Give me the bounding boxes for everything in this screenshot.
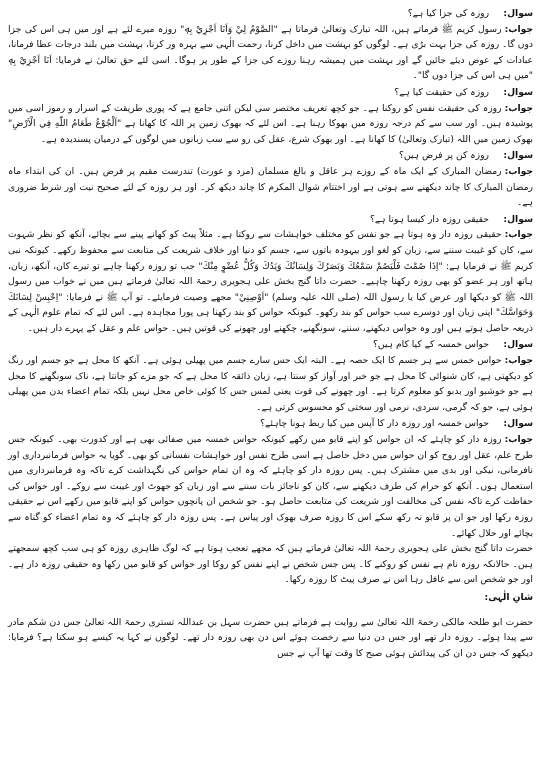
answer-text: روزہ دار کو چاہئے کہ ان حواس کو اپنے قابو میں رکھے کیونکہ حواس خمسہ میں صفائی بھی ہے اور کدورت بھی۔ کیونکہ جس طرح علم، عقل اور روح کو ان حواس میں دخل حاصل ہے اسی طرح نفس اور خواہشات نفسانی کو بھی۔ گویا یہ حواس فرمانبرداری اور نافرمانی، نیکی اور بدی میں مشترک ہیں۔ پس روزہ دار کو چاہئے کہ وہ ان تمام حواس کی نگہداشت کرے تاکہ وہ فرمانبرداری میں استعمال ہوں۔ آنکھ کو حرام کی طرف دیکھنے سے، کان کو ناجائز بات سننے سے اور زبان کو جھوٹ اور غیبت سے روکے۔ اور حواس کی حفاظت کرے تاکہ نفس کی مخالفت اور شریعت کی متابعت حاصل ہو۔ جو شخص ان پانچوں حواس کو اپنے قابو میں رکھے اس نے حقیقی روزہ رکھا اور جو ان پر قابو نہ رکھ سکے اس کا روزہ صرف بھوک اور پیاس ہے۔ پس روزہ دار کو چاہئے کہ وہ تمام اعضاء کو گناہ سے بچائے اور حلال کھائے۔ <box>8 434 533 539</box>
qa-section-5 <box>8 337 533 415</box>
answer-label: جواب: <box>504 434 533 446</box>
answer-label: جواب: <box>504 23 533 35</box>
answer-label: جواب: <box>504 102 533 114</box>
qa-section-4 <box>8 212 533 337</box>
qa-section-6 <box>8 416 533 588</box>
question-line <box>8 212 533 228</box>
question-line <box>8 85 533 101</box>
answer-continuation <box>8 541 533 588</box>
closing-paragraph: حضرت ابو طلحہ مالکی رحمۃ اللہ تعالیٰ سے روایت ہے فرماتے ہیں حضرت سہل بن عبداللہ تستری رحمۃ اللہ تعالیٰ جس دن شکم مادر سے پیدا ہوئے۔ روزہ دار تھے اور جس دن دنیا سے رخصت ہوئے اس دن بھی روزہ دار تھے۔ لوگوں نے کہا یہ کیسے ہو سکتا ہے؟ فرمایا: دیکھو کہ جس دن ان کی پیدائش ہوئی صبح کا وقت تھا آپ نے جس <box>8 616 533 659</box>
question-line <box>8 148 533 164</box>
qa-section-3 <box>8 148 533 210</box>
answer-label: جواب: <box>504 355 533 367</box>
answer-text: حضرت داتا گنج بخش علی ہجویری رحمۃ اللہ تعالیٰ فرماتے ہیں کہ مجھے تعجب ہوتا ہے کہ لوگ ظاہری روزہ کو ہی سب کچھ سمجھتے ہیں۔ حالانکہ روزہ نام ہے نفس کو روکنے کا۔ پس جس شخص نے اپنے نفس کو روکا اور حواس کو قابو میں رکھا وہ حقیقی روزہ دار ہے۔ اور جو شخص اس سے غافل رہا اس نے صرف پیٹ کا روزہ رکھا۔ <box>8 543 533 586</box>
answer-label: جواب: <box>504 229 533 241</box>
question-text: روزہ کی حقیقت کیا ہے؟ <box>394 86 489 98</box>
answer-text: رسول کریم ﷺ فرماتے ہیں، اللہ تبارک وتعالیٰ فرماتا ہے "الصَّوْمُ لِيْ وَاَنَا اَجْزِيْ بِهٖ" روزہ میرے لئے ہے اور میں ہی اس کی جزا دوں گا۔ روزہ کی جزا بہت بڑی ہے۔ لوگوں کو بہشت میں داخل کرنا، رحمت الٰہی سے بہرہ ور کرنا، بہشت میں بلند درجات عطا فرمانا، عبادات کے عوض دیئے جائیں گے اور بہشت میں ہمیشہ رہنا روزے کی جزا کے طور پر ہوگا۔ اسی لئے حق تعالیٰ نے فرمایا: اَنَا اَجْزِيْ بِهٖ "میں ہی اس کی جزا دوں گا"۔ <box>8 23 533 82</box>
answer-paragraph <box>8 353 533 415</box>
question-label: سوال: <box>503 8 533 19</box>
question-label: سوال: <box>503 339 533 351</box>
question-label: سوال: <box>503 150 533 162</box>
qa-section-1 <box>8 6 533 84</box>
question-label: سوال: <box>503 213 533 225</box>
question-text: حواس خمسہ اور روزہ دار کا آپس میں کیا ربط ہونا چاہئے؟ <box>260 418 489 430</box>
answer-paragraph <box>8 164 533 211</box>
question-line <box>8 416 533 432</box>
answer-text: حقیقی روزہ دار وہ ہوتا ہے جو نفس کو مختلف خواہشات سے روکتا ہے۔ مثلاً پیٹ کو کھانے پینے سے بچائے، آنکھ کو نظر شہوت سے، کان کو غیبت سننے سے، زبان کو لغو اور بیہودہ باتوں سے، جسم کو دنیا اور خلاف شریعت کی متابعت سے محفوظ رکھے۔ کیونکہ نبی کریم ﷺ نے فرمایا ہے: "اِذَا صُمْتَ فَلْيَصُمْ سَمْعُكَ وَبَصَرُكَ وَلِسَانُكَ وَيَدُكَ وَكُلُّ عُضْوٍ مِنْكَ" جب تو روزہ رکھنا چاہے تو تیرے کان، آنکھ، زبان، ہاتھ اور ہر عضو کو بھی روزہ رکھنا چاہیے۔ حضرت داتا گنج بخش علی ہجویری رحمۃ اللہ تعالیٰ فرماتے ہیں میں نے خواب میں رسول اللہ ﷺ کو دیکھا اور عرض کیا یا رسول اللہ (صلی اللہ علیہ وسلم) "اَوْصِنِيْ" مجھے وصیت فرمایئے۔ تو آپ ﷺ نے فرمایا: "اِحْبِسْ لِسَانَكَ وَحَوَاسَّكَ" اپنی زبان اور دوسرے سب حواس کو بند رکھو۔ کیونکہ حواس کو بند رکھنا ہی پورا مجاہدہ ہے۔ اس لئے کہ تمام علوم الٰہی کے ذریعہ حاصل ہوتے ہیں اور وہ حواس دیکھنے، سننے، سونگھنے، چکھنے اور چھونے کی قوتیں ہیں۔ حواس علم و عقل کے پہرے دار ہیں۔ <box>8 229 533 334</box>
question-label: سوال: <box>503 418 533 430</box>
section-heading: شانِ الٰہی: <box>484 591 533 603</box>
question-line <box>8 6 533 22</box>
answer-paragraph <box>8 432 533 541</box>
question-line <box>8 337 533 353</box>
answer-label: جواب: <box>504 165 533 177</box>
answer-text: رمضان المبارک کے ایک ماہ کے روزے ہر عاقل و بالغ مسلمان (مرد و عورت) تندرست مقیم پر فرض ہیں۔ ان کی ابتداء ماہ رمضان المبارک کا چاند دیکھنے سے ہوتی ہے اور اختتام شوال المکرم کا چاند دیکھ کر۔ اور ہر روزہ کے لئے صحیح نیت اور شرط ضروری ہے۔ <box>8 165 533 209</box>
question-text: روزہ کی جزا کیا ہے؟ <box>407 8 489 19</box>
qa-section-2 <box>8 85 533 147</box>
answer-text: روزہ کی حقیقت نفس کو روکنا ہے۔ جو کچھ تعریف مختصر سی لیکن اتنی جامع ہے کہ پوری طریقت کے اسرار و رموز اسی میں پوشیدہ ہیں۔ اور سب سے کم درجہ روزہ میں بھوکا رہنا ہے۔ اس لئے کہ بھوک زمین پر اللہ کا کھانا ہے "اَلْجُوْعُ طَعَامُ اللّٰهِ فِي الْاَرْضِ" بھوک زمین میں اللہ (تبارک وتعالیٰ) کا کھانا ہے۔ اور بھوک شرع، عقل کی رو سے سب زبانوں میں لوگوں کے درمیان پسندیدہ ہے۔ <box>8 102 533 145</box>
closing-section <box>8 590 533 662</box>
answer-paragraph <box>8 101 533 148</box>
answer-text: حواس خمس سے ہر جسم کا ایک حصہ ہے۔ البتہ ایک حس سارے جسم میں پھیلی ہوئی ہے۔ آنکھ کا محل ہے جو جسم اور رنگ کو دیکھتی ہے، کان شنوائی کا محل ہے جو خبر اور آواز کو سنتا ہے، زبان ذائقہ کا محل ہے کہ جو مزے کو جانتا ہے، ناک سونگھنے کا محل ہے جو خوشبو اور بدبو کو معلوم کرتا ہے۔ اور چھونے کی قوت یعنی لمس جس کا کوئی خاص محل نہیں بلکہ تمام اعضاء بدن میں پھیلی ہوئی ہے، جو کہ گرمی، سردی، نرمی اور سختی کو محسوس کرتی ہے۔ <box>8 355 533 413</box>
answer-paragraph <box>8 227 533 336</box>
question-text: روزہ کن پر فرض ہیں؟ <box>399 150 489 162</box>
answer-paragraph <box>8 22 533 84</box>
question-label: سوال: <box>503 86 533 98</box>
question-text: حقیقی روزہ دار کیسا ہوتا ہے؟ <box>369 213 489 225</box>
question-text: حواس خمسہ کے کیا کام ہیں؟ <box>373 339 489 351</box>
